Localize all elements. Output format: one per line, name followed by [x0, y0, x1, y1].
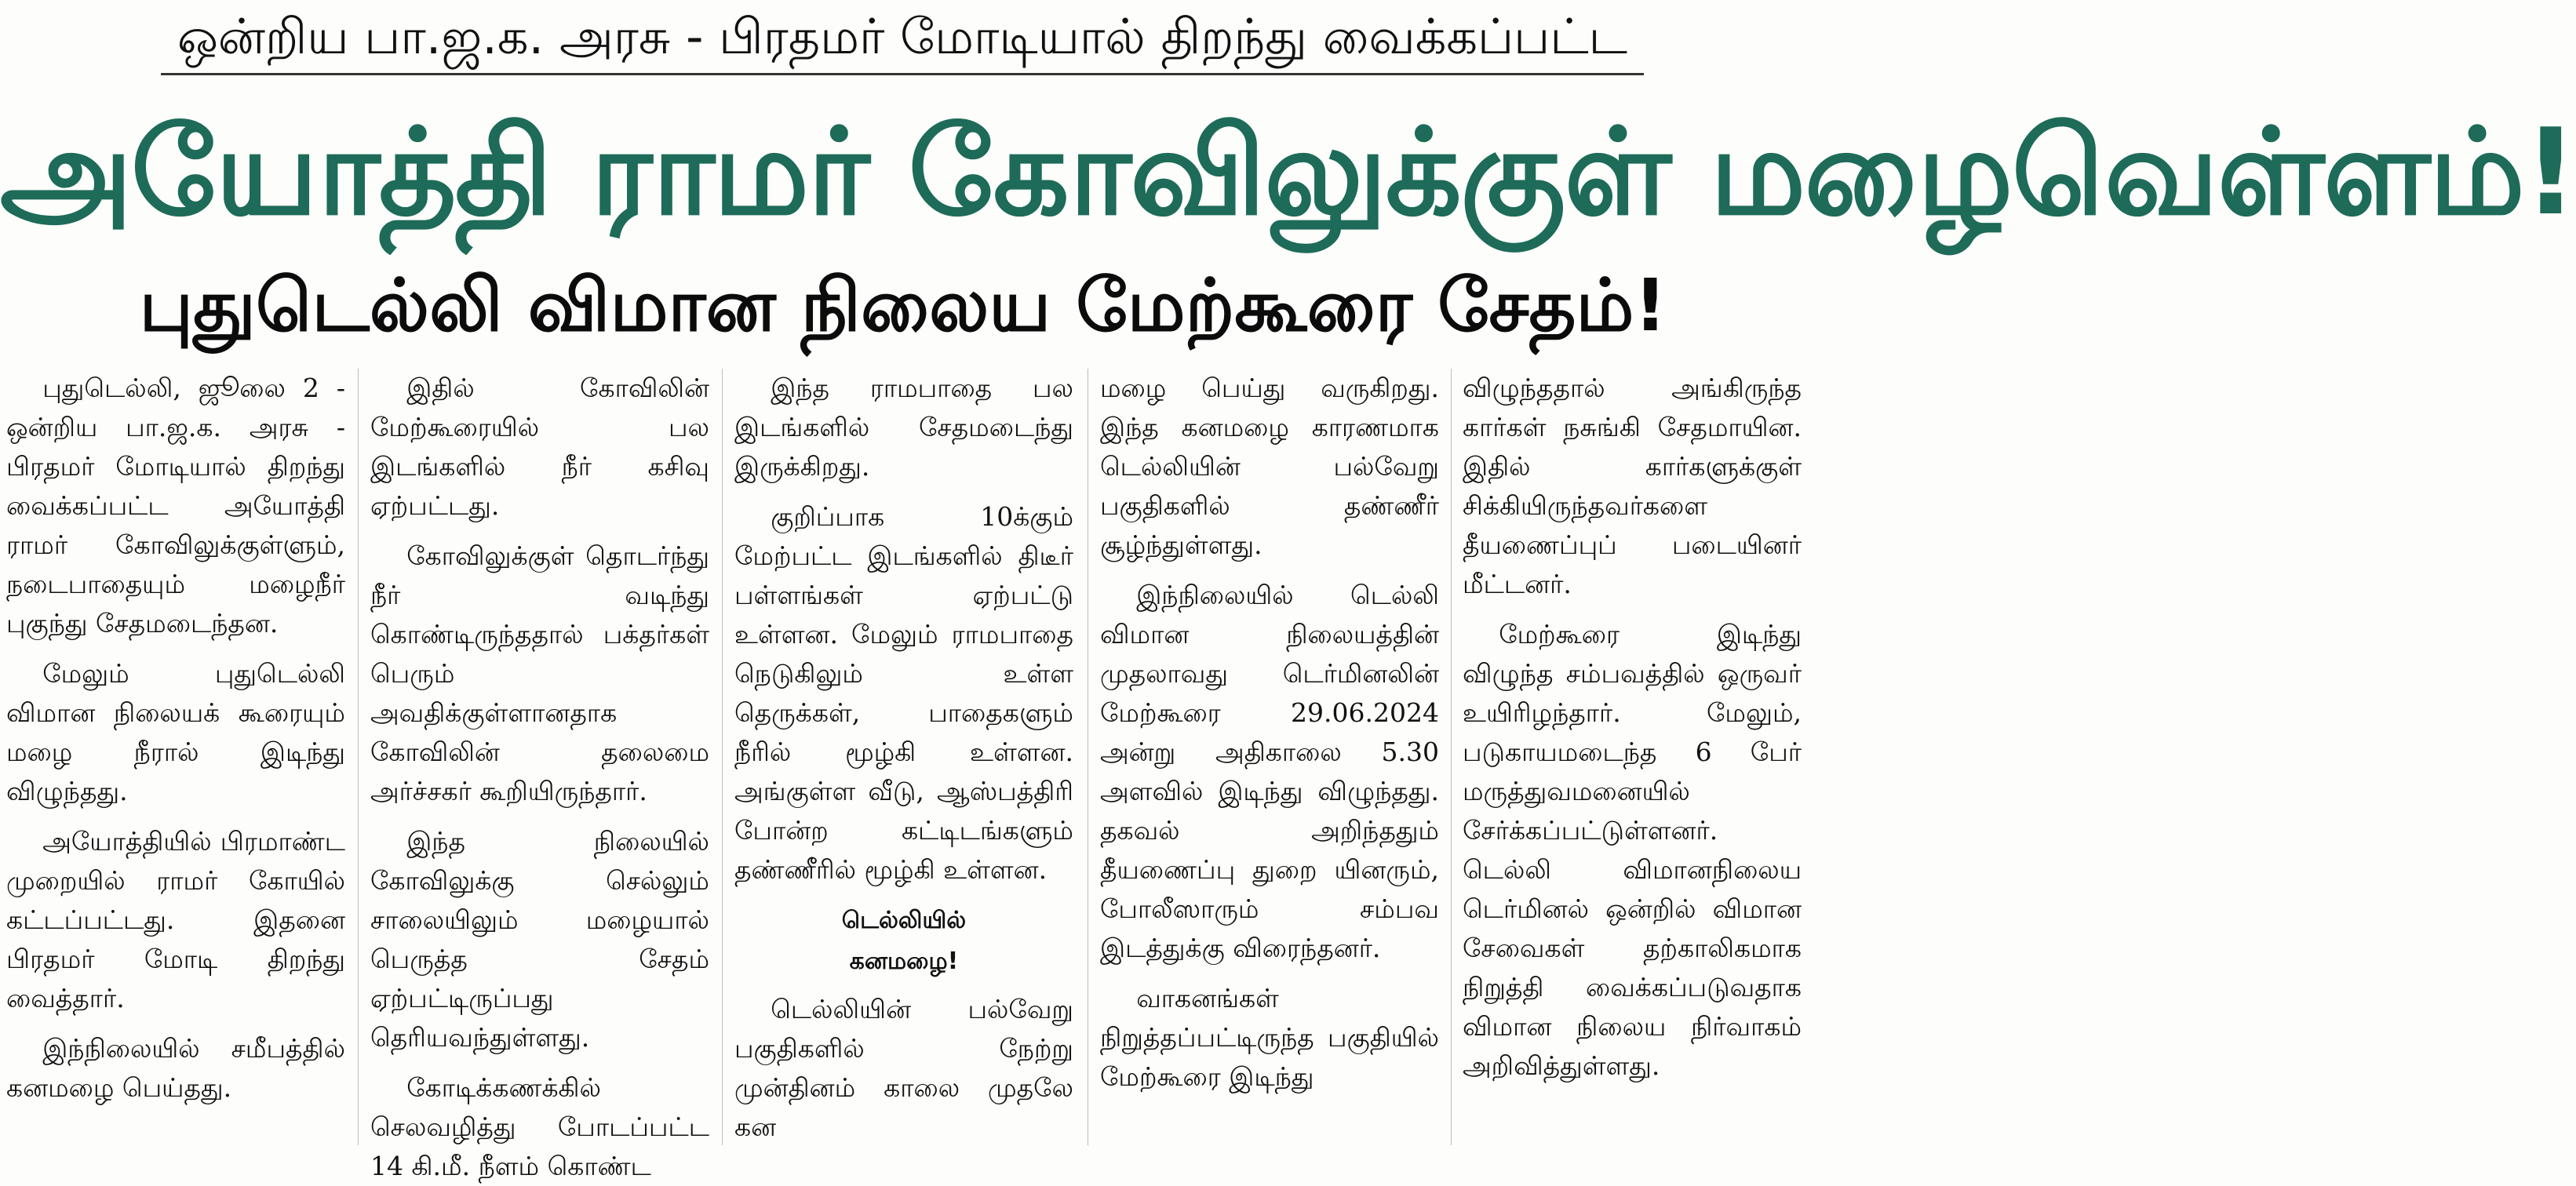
paragraph: இதில் கோவிலின் மேற்கூரையில் பல இடங்களில் நீர் கசிவு ஏற்பட்டது. [370, 373, 709, 521]
paragraph: இந்த ராமபாதை பல இடங்களில் சேதமடைந்து இருக்கிறது. [734, 373, 1073, 482]
paragraph: இந்த நிலையில் கோவிலுக்கு செல்லும் சாலையிலும் மழையால் பெருத்த சேதம் ஏற்பட்டிருப்பது தெரியவந்துள்ளது. [370, 826, 709, 1053]
subheading-line-2: கனமழை! [849, 948, 959, 975]
article-body [0, 369, 1806, 1181]
paragraph: வாகனங்கள் நிறுத்தப்பட்டிருந்த பகுதியில் மேற்கூரை இடிந்து [1100, 983, 1439, 1092]
column-1 [6, 369, 345, 1145]
paragraph: கோவிலுக்குள் தொடர்ந்து நீர் வடிந்து கொண்டிருந்ததால் பக்தர்கள் பெரும் அவதிக்குள்ளானதாக கோவிலின் தலைமை அர்ச்சகர் கூறியிருந்தார். [370, 540, 709, 806]
column-3 [734, 369, 1073, 1145]
column-divider [722, 369, 723, 1145]
column-divider [1451, 369, 1452, 1145]
paragraph: புதுடெல்லி, ஜூலை 2 - ஒன்றிய பா.ஜ.க. அரசு - பிரதமர் மோடியால் திறந்து வைக்கப்பட்ட அயோத்தி ராமர் கோவிலுக்குள்ளும், நடைபாதையும் மழைநீர் புகுந்து சேதமடைந்தன. [6, 373, 345, 638]
paragraph: அயோத்தியில் பிரமாண்ட முறையில் ராமர் கோயில் கட்டப்பட்டது. இதனை பிரதமர் மோடி திறந்து வைத்தார். [6, 826, 345, 1013]
headline: அயோத்தி ராமர் கோவிலுக்குள் மழைவெள்ளம்! [0, 103, 2576, 242]
kicker-line: ஒன்றிய பா.ஜ.க. அரசு - பிரதமர் மோடியால் திறந்து வைக்கப்பட்ட [177, 8, 1628, 65]
paragraph: விழுந்ததால் அங்கிருந்த கார்கள் நசுங்கி சேதமாயின. இதில் கார்களுக்குள் சிக்கியிருந்தவர்களை தீயணைப்புப் படையினர் மீட்டனர். [1463, 373, 1802, 599]
column-5 [1463, 369, 1802, 1145]
paragraph: இந்நிலையில் சமீபத்தில் கனமழை பெய்தது. [6, 1033, 345, 1103]
paragraph: டெல்லியின் பல்வேறு பகுதிகளில் நேற்று முன்தினம் காலை முதலே கன [734, 994, 1073, 1142]
subheadline: புதுடெல்லி விமான நிலைய மேற்கூரை சேதம்! [139, 264, 1667, 347]
column-divider [358, 369, 359, 1145]
paragraph: மேற்கூரை இடிந்து விழுந்த சம்பவத்தில் ஒருவர் உயிரிழந்தார். மேலும், படுகாயமடைந்த 6 பேர் மருத்துவமனையில் சேர்க்கப்பட்டுள்ளனர். டெல்லி விமானநிலைய டெர்மினல் ஒன்றில் விமான சேவைகள் தற்காலிகமாக நிறுத்தி வைக்கப்படுவதாக விமான நிலைய நிர்வாகம் அறிவித்துள்ளது. [1463, 619, 1802, 1081]
column-2 [370, 369, 709, 1181]
paragraph: மழை பெய்து வருகிறது. இந்த கனமழை காரணமாக டெல்லியின் பல்வேறு பகுதிகளில் தண்ணீர் சூழ்ந்துள்ளது. [1100, 373, 1439, 560]
paragraph: கோடிக்கணக்கில் செலவழித்து போடப்பட்ட 14 கி.மீ. நீளம் கொண்ட [370, 1072, 709, 1181]
column-4 [1100, 369, 1439, 1145]
kicker-underline [161, 73, 1644, 75]
paragraph: குறிப்பாக 10க்கும் மேற்பட்ட இடங்களில் திடீர் பள்ளங்கள் ஏற்பட்டு உள்ளன. மேலும் ராமபாதை நெடுகிலும் உள்ள தெருக்கள், பாதைகளும் நீரில் மூழ்கி உள்ளன. அங்குள்ள வீடு, ஆஸ்பத்திரி போன்ற கட்டிடங்களும் தண்ணீரில் மூழ்கி உள்ளன. [734, 501, 1073, 885]
paragraph: இந்நிலையில் டெல்லி விமான நிலையத்தின் முதலாவது டெர்மினலின் மேற்கூரை 29.06.2024 அன்று அதிகாலை 5.30 அளவில் இடிந்து விழுந்தது. தகவல் அறிந்ததும் தீயணைப்பு துறை யினரும், போலீஸாரும் சம்பவ இடத்துக்கு விரைந்தனர். [1100, 580, 1439, 963]
paragraph: மேலும் புதுடெல்லி விமான நிலையக் கூரையும் மழை நீரால் இடிந்து விழுந்தது. [6, 658, 345, 806]
section-subheading [734, 900, 1073, 982]
subheading-line-1: டெல்லியில் [841, 907, 967, 934]
